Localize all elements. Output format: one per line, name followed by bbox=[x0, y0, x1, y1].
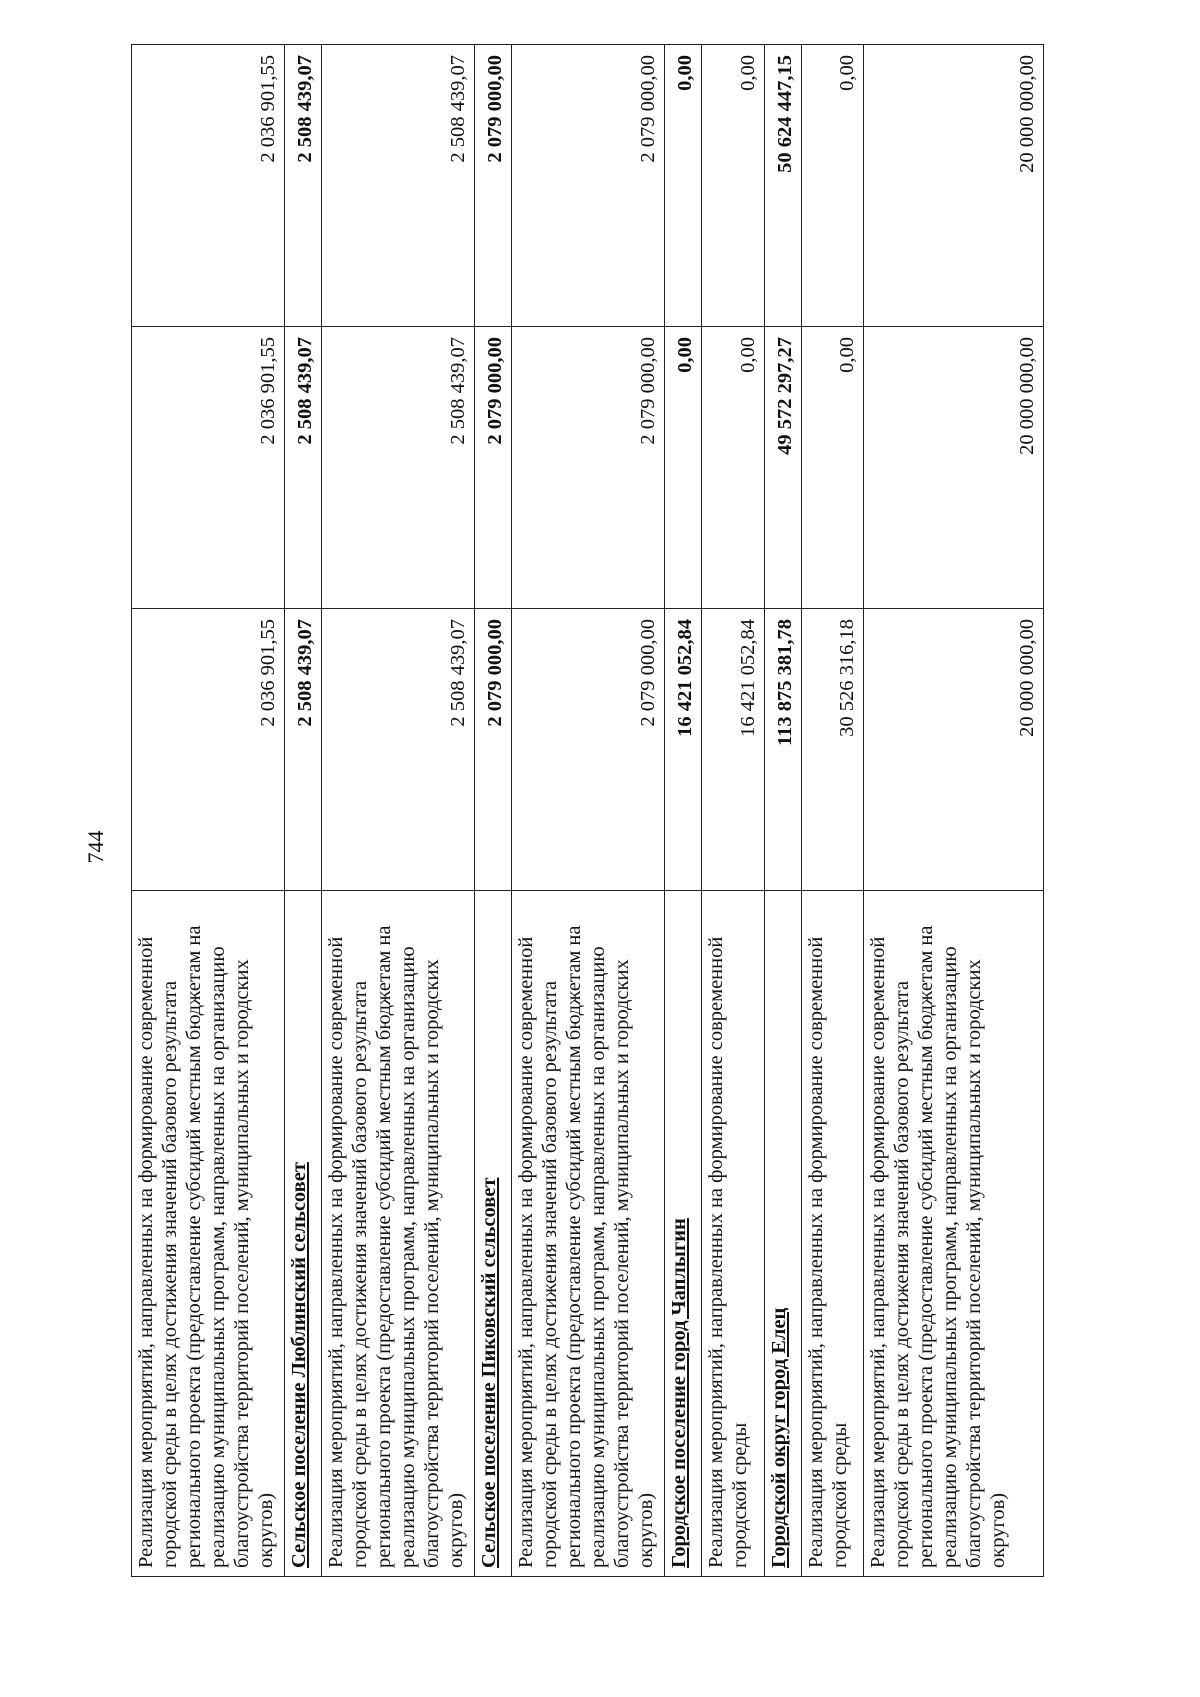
table-row bbox=[701, 45, 764, 1577]
table-row-section bbox=[475, 45, 512, 1577]
amount-cell-year-1: 16 421 052,84 bbox=[701, 609, 764, 891]
amount-cell-year-2: 0,00 bbox=[801, 327, 864, 609]
amount-cell-year-3: 50 624 447,15 bbox=[764, 45, 801, 327]
amount-cell-year-2: 0,00 bbox=[664, 327, 701, 609]
amount-cell-year-2: 2 036 901,55 bbox=[132, 327, 285, 609]
description-cell: Реализация мероприятий, направленных на формирование современной городской среды в целях достижения значений базового результата регионального проекта (предоставление субсидий местным бюджетам на реализацию муниципальных программ, направленных на организацию благоустройства территорий поселений, муниципальных и городских округов) bbox=[321, 891, 474, 1577]
amount-cell-year-1: 16 421 052,84 bbox=[664, 609, 701, 891]
amount-cell-year-3: 2 079 000,00 bbox=[475, 45, 512, 327]
amount-cell-year-3: 2 508 439,07 bbox=[285, 45, 322, 327]
amount-cell-year-2: 2 508 439,07 bbox=[321, 327, 474, 609]
description-cell: Реализация мероприятий, направленных на формирование современной городской среды bbox=[801, 891, 864, 1577]
description-cell: Реализация мероприятий, направленных на формирование современной городской среды в целях достижения значений базового результата регионального проекта (предоставление субсидий местным бюджетам на реализацию муниципальных программ, направленных на организацию благоустройства территорий поселений, муниципальных и городских округов) bbox=[511, 891, 664, 1577]
amount-cell-year-1: 20 000 000,00 bbox=[864, 609, 1044, 891]
amount-cell-year-3: 0,00 bbox=[801, 45, 864, 327]
table-row bbox=[132, 45, 285, 1577]
table-row-section bbox=[664, 45, 701, 1577]
amount-cell-year-3: 2 036 901,55 bbox=[132, 45, 285, 327]
description-cell: Реализация мероприятий, направленных на формирование современной городской среды в целях достижения значений базового результата регионального проекта (предоставление субсидий местным бюджетам на реализацию муниципальных программ, направленных на организацию благоустройства территорий поселений, муниципальных и городских округов) bbox=[132, 891, 285, 1577]
amount-cell-year-2: 49 572 297,27 bbox=[764, 327, 801, 609]
amount-cell-year-1: 2 508 439,07 bbox=[285, 609, 322, 891]
amount-cell-year-3: 0,00 bbox=[664, 45, 701, 327]
amount-cell-year-1: 2 079 000,00 bbox=[475, 609, 512, 891]
table-row bbox=[511, 45, 664, 1577]
table-row bbox=[321, 45, 474, 1577]
table-row-section bbox=[285, 45, 322, 1577]
amount-cell-year-3: 2 079 000,00 bbox=[511, 45, 664, 327]
section-title-cell: Сельское поселение Пиковский сельсовет bbox=[475, 891, 512, 1577]
amount-cell-year-3: 2 508 439,07 bbox=[321, 45, 474, 327]
budget-table-body bbox=[132, 45, 1044, 1577]
amount-cell-year-2: 0,00 bbox=[701, 327, 764, 609]
amount-cell-year-2: 2 079 000,00 bbox=[475, 327, 512, 609]
description-cell: Реализация мероприятий, направленных на формирование современной городской среды bbox=[701, 891, 764, 1577]
amount-cell-year-1: 113 875 381,78 bbox=[764, 609, 801, 891]
table-row bbox=[801, 45, 864, 1577]
amount-cell-year-2: 2 508 439,07 bbox=[285, 327, 322, 609]
amount-cell-year-2: 2 079 000,00 bbox=[511, 327, 664, 609]
amount-cell-year-3: 20 000 000,00 bbox=[864, 45, 1044, 327]
table-row bbox=[864, 45, 1044, 1577]
description-cell: Реализация мероприятий, направленных на формирование современной городской среды в целях достижения значений базового результата регионального проекта (предоставление субсидий местным бюджетам на реализацию муниципальных программ, направленных на организацию благоустройства территорий поселений, муниципальных и городских округов) bbox=[864, 891, 1044, 1577]
section-title-cell: Сельское поселение Люблинский сельсовет bbox=[285, 891, 322, 1577]
amount-cell-year-1: 2 036 901,55 bbox=[132, 609, 285, 891]
rotated-table-container bbox=[131, 45, 1044, 1577]
amount-cell-year-1: 2 508 439,07 bbox=[321, 609, 474, 891]
section-title-cell: Городской округ город Елец bbox=[764, 891, 801, 1577]
amount-cell-year-1: 2 079 000,00 bbox=[511, 609, 664, 891]
section-title-cell: Городское поселение город Чаплыгин bbox=[664, 891, 701, 1577]
page-number: 744 bbox=[83, 830, 108, 864]
amount-cell-year-1: 30 526 316,18 bbox=[801, 609, 864, 891]
budget-table bbox=[131, 44, 1044, 1577]
table-row-section bbox=[764, 45, 801, 1577]
amount-cell-year-3: 0,00 bbox=[701, 45, 764, 327]
amount-cell-year-2: 20 000 000,00 bbox=[864, 327, 1044, 609]
